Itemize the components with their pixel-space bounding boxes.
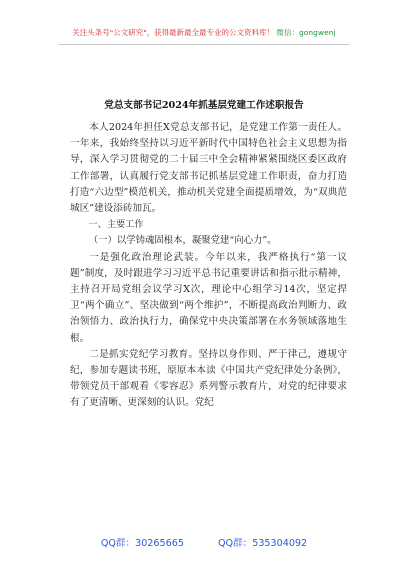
header-wechat-text: 微信：gongwenj — [276, 28, 336, 37]
footer-contact — [0, 535, 408, 549]
document-body — [70, 120, 347, 412]
paragraph-theory: 一是强化政治理论武装。今年以来，我严格执行“第一议题”制度，及时跟进学习习近平总书记重要讲话和指示批示精神，主持召开局党组会议学习X次，理论中心组学习14次，坚定捍卫“两个确立”、坚决做到“两个维护”，不断提高政治判断力、政治领悟力、政治执行力，确保党中央决策部署在水务领域落地生根。 — [70, 251, 347, 344]
header-promo-text: 关注头条号"公文研究"，获得最新最全最专业的公文资料库！ — [72, 28, 275, 37]
header-note — [0, 27, 408, 38]
paragraph-intro: 本人2024年担任X党总支部书记，是党建工作第一责任人。一年来，我始终坚持以习近平新时代中国特色社会主义思想为指导，深入学习贯彻党的二十届三中全会精神紧紧围绕区委区政府工作部署，认真履行党支部书记抓基层党建工作职责，奋力打造打造“六边型”模范机关，推动机关党建全面提质增效，为“双典范城区”建设添砖加瓦。 — [70, 122, 347, 215]
footer-qq-group-1: QQ群：30265665 — [100, 538, 184, 549]
paragraph-discipline: 二是抓实党纪学习教育。坚持以身作则、严于律己，遵规守纪，参加专题读书班，原原本本读《中国共产党纪律处分条例》，带领党员干部观看《零容忍》系列警示教育片，对党的纪律要求有了更清晰、更深刻的认识。党纪 — [70, 348, 347, 409]
subsection-heading: （一）以学铸魂固根本，凝聚党建“向心力”。 — [88, 235, 277, 247]
document-title: 党总支部书记2024年抓基层党建工作述职报告 — [104, 100, 304, 111]
section-heading: 一、主要工作 — [88, 219, 144, 231]
header-divider — [58, 44, 350, 45]
footer-qq-group-2: QQ群：535304092 — [217, 538, 308, 549]
